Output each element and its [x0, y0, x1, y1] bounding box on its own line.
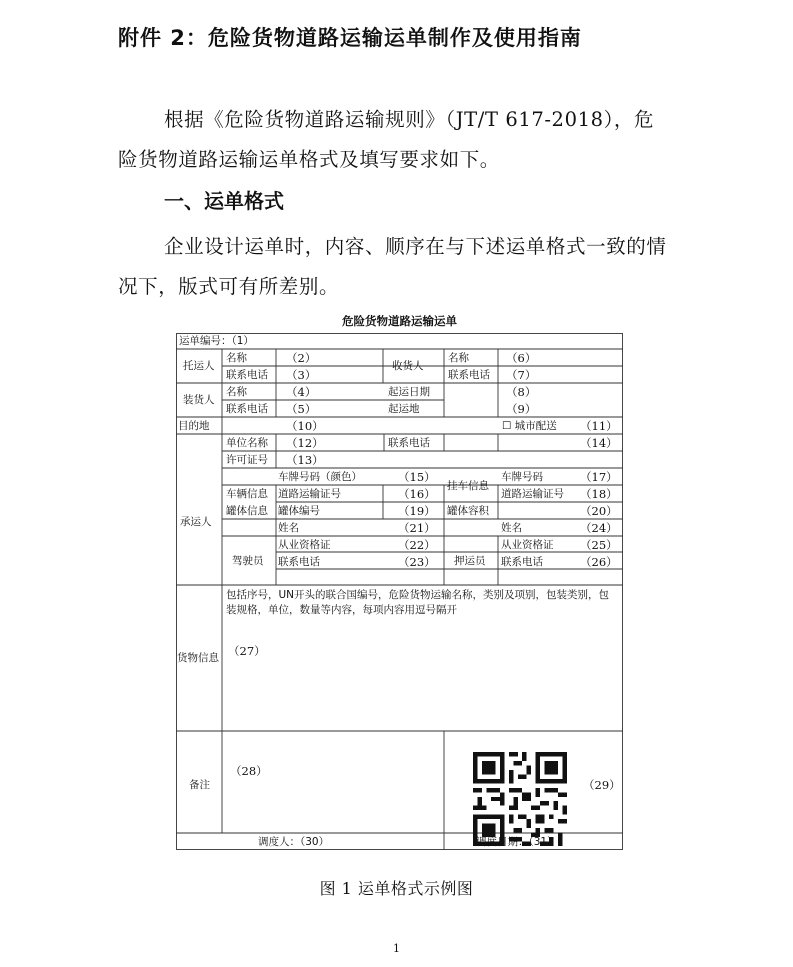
field-8: （8）	[506, 385, 537, 399]
trailer-cert-label: 道路运输证号	[501, 488, 564, 500]
cargo-info-label: 货物信息	[177, 652, 219, 664]
section-title: 一、运单格式	[164, 189, 284, 213]
page-heading: 附件 2：危险货物道路运输运单制作及使用指南	[118, 26, 582, 50]
field-22: （22）	[398, 538, 436, 552]
body-paragraph: 企业设计运单时，内容、顺序在与下述运单格式一致的情况下，版式可有所差别。	[118, 235, 667, 298]
license-no-label: 许可证号	[226, 454, 268, 466]
field-24: （24）	[580, 521, 618, 535]
carrier-label: 承运人	[180, 516, 212, 528]
field-16: （16）	[398, 487, 436, 501]
contact-phone-label: 联系电话	[388, 437, 430, 449]
field-9: （9）	[506, 402, 537, 416]
field-17: （17）	[580, 470, 618, 484]
consignee-label: 收货人	[392, 360, 424, 372]
intro-paragraph: 根据《危险货物道路运输规则》（JT/T 617-2018），危险货物道路运输运单格式及填写要求如下。	[118, 108, 655, 171]
consignee-name-label: 名称	[448, 352, 469, 364]
loader-name-label: 名称	[226, 386, 247, 398]
escort-label: 押运员	[454, 555, 486, 567]
field-21: （21）	[398, 521, 436, 535]
tank-info-label: 罐体信息	[226, 505, 268, 517]
dispatch-date-label: 调度日期：（31）	[476, 836, 558, 848]
field-20: （20）	[580, 504, 618, 518]
field-13: （13）	[286, 453, 324, 467]
company-name-label: 单位名称	[226, 437, 268, 449]
loader-phone-label: 联系电话	[226, 403, 268, 415]
field-7: （7）	[506, 368, 537, 382]
tank-no-label: 罐体编号	[278, 505, 320, 517]
consignee-phone-label: 联系电话	[448, 369, 490, 381]
field-14: （14）	[580, 436, 618, 450]
waybill-no-label: 运单编号：（1）	[179, 335, 254, 347]
escort-name-label: 姓名	[501, 522, 522, 534]
consignor-name-label: 名称	[226, 352, 247, 364]
start-date-label: 起运日期	[388, 386, 430, 398]
form-title: 危险货物道路运输运单	[342, 314, 457, 328]
field-5: （5）	[286, 402, 317, 416]
field-12: （12）	[286, 436, 324, 450]
waybill-form	[176, 309, 623, 850]
consignor-phone-label: 联系电话	[226, 369, 268, 381]
origin-label: 起运地	[388, 403, 420, 415]
remarks-label: 备注	[189, 779, 210, 791]
page-number: 1	[393, 942, 400, 955]
destination-label: 目的地	[178, 420, 210, 432]
cargo-description: 包括序号，UN开头的联合国编号，危险货物运输名称，类别及项别，包装类别，包装规格，单位，数量等内容，每项内容用逗号隔开	[226, 589, 610, 616]
loader-label: 装货人	[183, 394, 215, 406]
trailer-plate-label: 车牌号码	[501, 471, 543, 483]
form-grid	[176, 333, 623, 850]
vehicle-info-label: 车辆信息	[226, 488, 268, 500]
field-4: （4）	[286, 385, 317, 399]
driver-phone-label: 联系电话	[278, 556, 320, 568]
driver-name-label: 姓名	[278, 522, 299, 534]
dispatcher-label: 调度人：（30）	[258, 836, 330, 848]
consignor-label: 托运人	[183, 360, 215, 372]
field-10: （10）	[286, 419, 324, 433]
field-6: （6）	[506, 351, 537, 365]
field-26: （26）	[580, 555, 618, 569]
field-27: （27）	[228, 644, 266, 658]
figure-caption: 图 1 运单格式示例图	[319, 879, 474, 898]
driver-qualification-label: 从业资格证	[278, 539, 331, 551]
field-3: （3）	[286, 368, 317, 382]
qr-code-image	[473, 752, 567, 846]
field-18: （18）	[580, 487, 618, 501]
plate-color-label: 车牌号码（颜色）	[278, 471, 362, 483]
escort-phone-label: 联系电话	[501, 556, 543, 568]
driver-label: 驾驶员	[232, 555, 264, 567]
field-11: （11）	[580, 419, 618, 433]
tank-capacity-label: 罐体容积	[447, 505, 489, 517]
escort-qualification-label: 从业资格证	[501, 539, 554, 551]
field-15: （15）	[398, 470, 436, 484]
field-19: （19）	[398, 504, 436, 518]
field-2: （2）	[286, 351, 317, 365]
transport-cert-label: 道路运输证号	[278, 488, 341, 500]
trailer-info-label: 挂车信息	[447, 480, 489, 492]
field-25: （25）	[580, 538, 618, 552]
city-delivery-checkbox: ☐ 城市配送	[502, 420, 557, 432]
field-23: （23）	[398, 555, 436, 569]
field-29: （29）	[583, 778, 621, 792]
field-28: （28）	[230, 764, 268, 778]
